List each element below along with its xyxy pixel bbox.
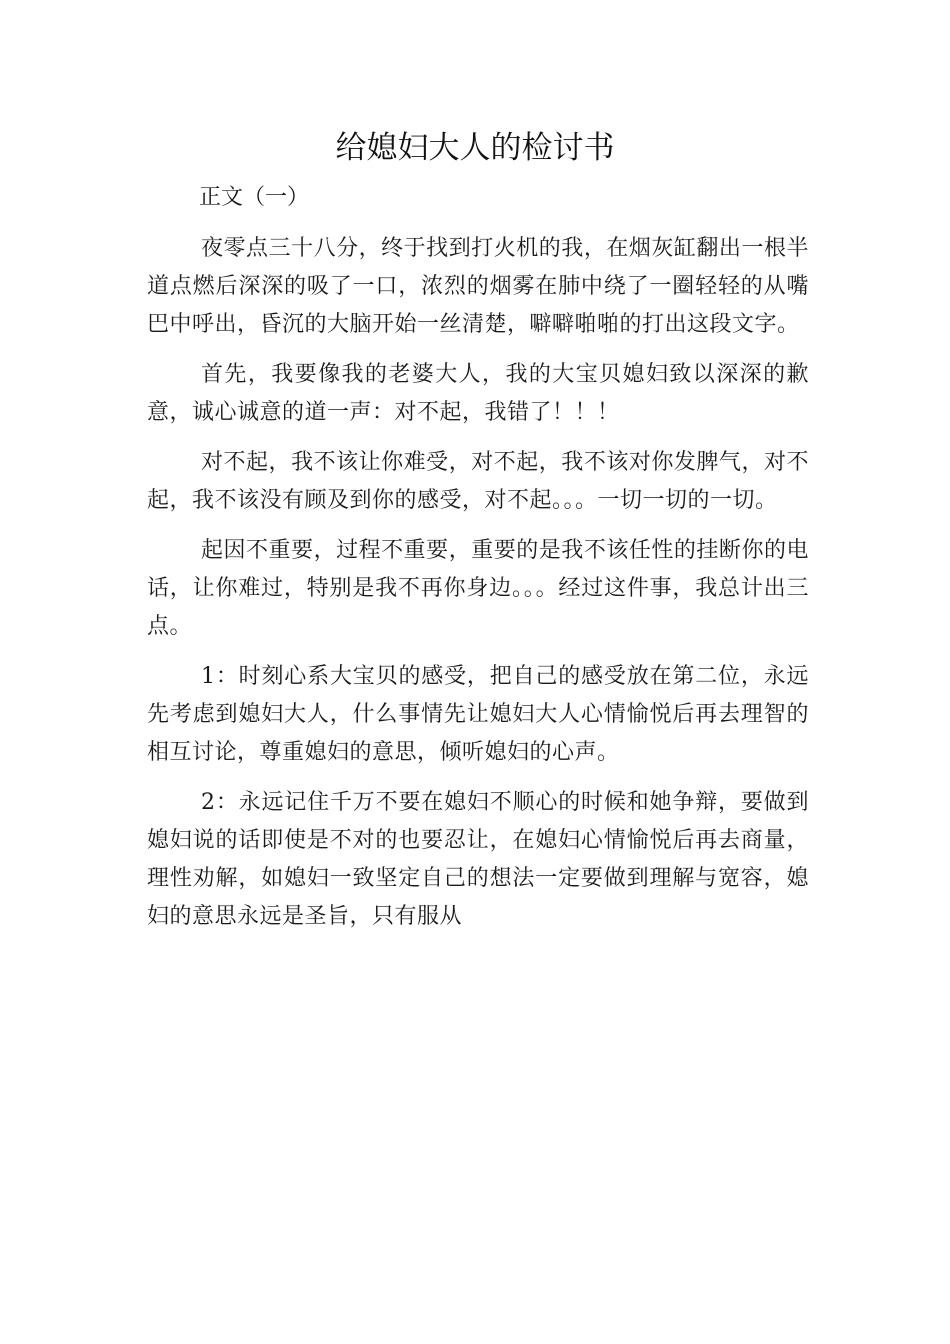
document-body bbox=[147, 230, 809, 946]
document-title: 给媳妇大人的检讨书 bbox=[335, 130, 615, 166]
paragraph-6: 2：永远记住千万不要在媳妇不顺心的时候和她争辩，要做到媳妇说的话即使是不对的也要忍让，在媳妇心情愉悦后再去商量，理性劝解，如媳妇一致坚定自己的想法一定要做到理解与宽容，媳妇的意思永远是圣旨，只有服从 bbox=[147, 790, 809, 929]
paragraph-1: 夜零点三十八分，终于找到打火机的我，在烟灰缸翻出一根半道点燃后深深的吸了一口，浓烈的烟雾在肺中绕了一圈轻轻的从嘴巴中呼出，昏沉的大脑开始一丝清楚，噼噼啪啪的打出这段文字。 bbox=[147, 236, 809, 337]
paragraph-5: 1：时刻心系大宝贝的感受，把自己的感受放在第二位，永远先考虑到媳妇大人，什么事情先让媳妇大人心情愉悦后再去理智的相互讨论，尊重媳妇的意思，倾听媳妇的心声。 bbox=[147, 664, 809, 765]
document-subtitle: 正文（一） bbox=[199, 185, 310, 210]
paragraph-2: 首先，我要像我的老婆大人，我的大宝贝媳妇致以深深的歉意，诚心诚意的道一声：对不起，我错了！！！ bbox=[147, 362, 809, 425]
paragraph-4: 起因不重要，过程不重要，重要的是我不该任性的挂断你的电话，让你难过，特别是我不再你身边。。。经过这件事，我总计出三点。 bbox=[147, 538, 809, 639]
paragraph-3: 对不起，我不该让你难受，对不起，我不该对你发脾气，对不起，我不该没有顾及到你的感受，对不起。。。一切一切的一切。 bbox=[147, 450, 809, 513]
